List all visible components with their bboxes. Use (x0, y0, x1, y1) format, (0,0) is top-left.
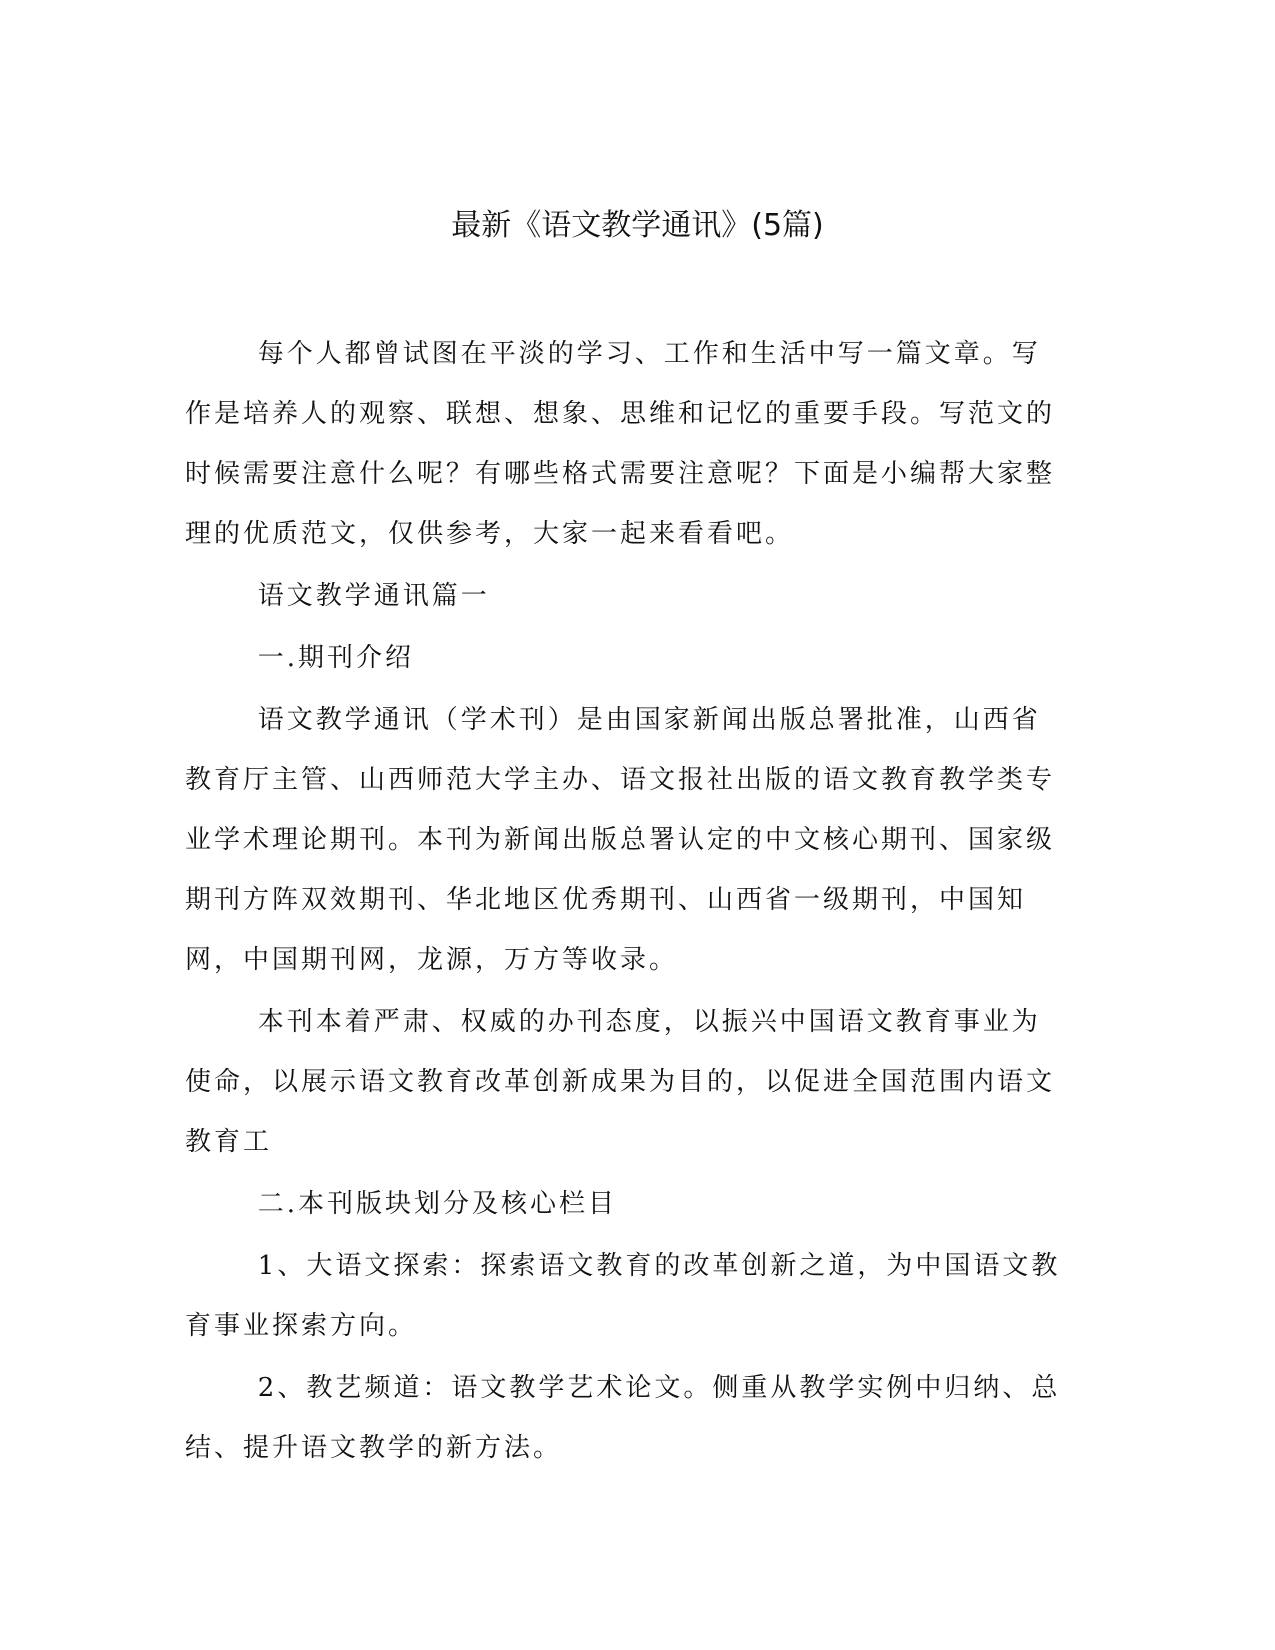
column-item: 1、大语文探索：探索语文教育的改革创新之道，为中国语文教育事业探索方向。 (185, 1251, 1061, 1341)
subsection-heading: 二.本刊版块划分及核心栏目 (257, 1189, 618, 1219)
journal-mission-paragraph: 本刊本着严肃、权威的办刊态度，以振兴中国语文教育事业为使命，以展示语文教育改革创新成果为目的，以促进全国范围内语文教育工 (185, 1007, 1056, 1157)
document-body (185, 324, 1065, 1480)
document-title: 最新《语文教学通讯》(5篇) (451, 208, 824, 243)
intro-paragraph: 每个人都曾试图在平淡的学习、工作和生活中写一篇文章。写作是培养人的观察、联想、想象、思维和记忆的重要手段。写范文的时候需要注意什么呢？有哪些格式需要注意呢？下面是小编帮大家整理的优质范文，仅供参考，大家一起来看看吧。 (185, 339, 1056, 549)
section-heading: 语文教学通讯篇一 (257, 581, 490, 611)
subsection-heading: 一.期刊介绍 (257, 643, 415, 673)
column-item: 2、教艺频道：语文教学艺术论文。侧重从教学实例中归纳、总结、提升语文教学的新方法。 (185, 1373, 1061, 1463)
journal-intro-paragraph: 语文教学通讯（学术刊）是由国家新闻出版总署批准，山西省教育厅主管、山西师范大学主办、语文报社出版的语文教育教学类专业学术理论期刊。本刊为新闻出版总署认定的中文核心期刊、国家级期刊方阵双效期刊、华北地区优秀期刊、山西省一级期刊，中国知网，中国期刊网，龙源，万方等收录。 (185, 705, 1056, 975)
